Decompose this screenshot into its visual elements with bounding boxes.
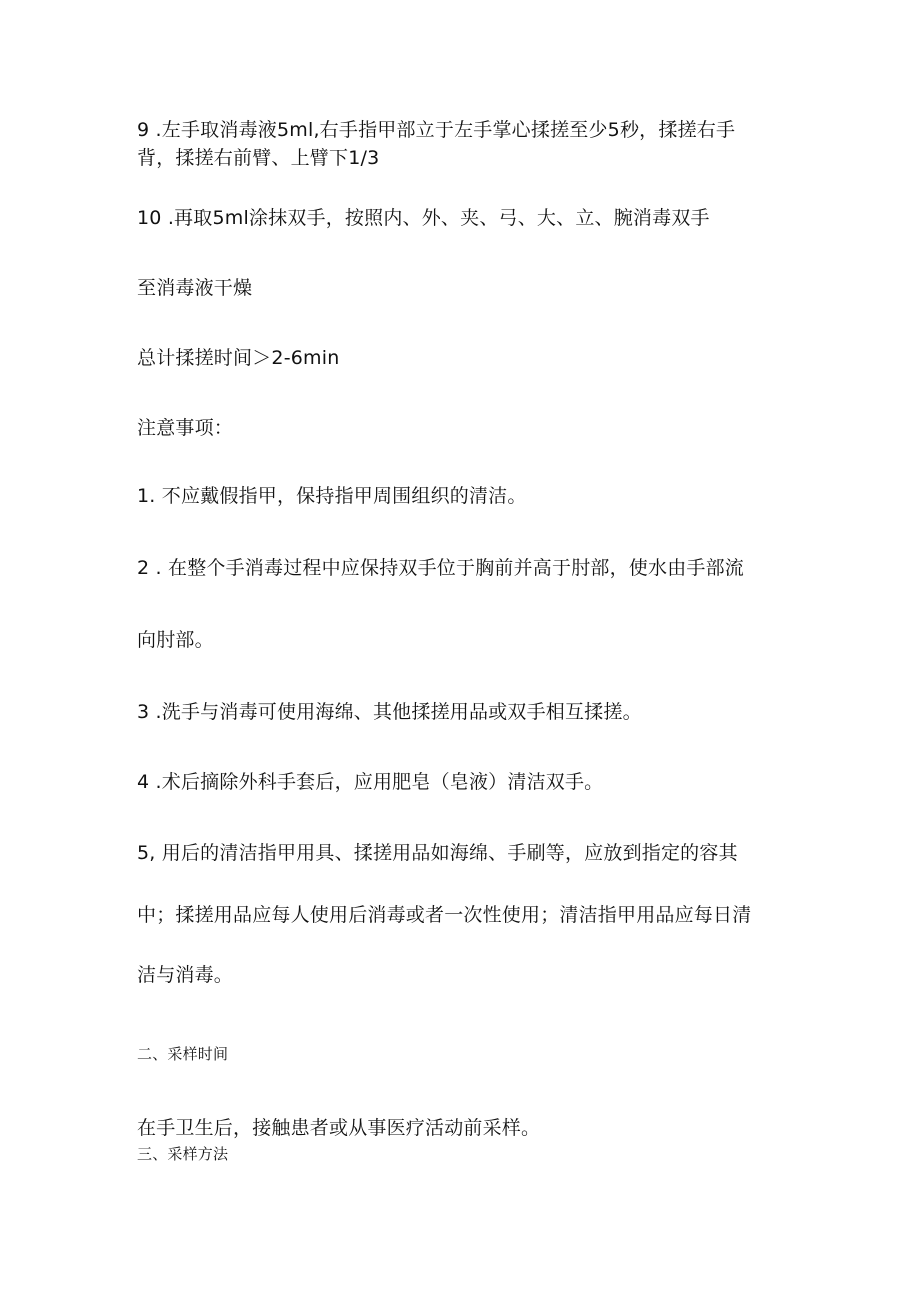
note-4-line: 4 .术后摘除外科手套后，应用肥皂（皂液）清洁双手。 bbox=[137, 771, 604, 793]
total-time-line: 总计揉搓时间＞2-6min bbox=[137, 347, 340, 369]
step-9-line-1: 9 .左手取消毒液5ml,右手指甲部立于左手掌心揉搓至少5秒，揉搓右手 bbox=[137, 119, 736, 141]
step-9-line-2: 背，揉搓右前臂、上臂下1/3 bbox=[137, 147, 380, 169]
note-3-line: 3 .洗手与消毒可使用海绵、其他揉搓用品或双手相互揉搓。 bbox=[137, 701, 642, 723]
section-2-heading: 二、采样时间 bbox=[137, 1045, 229, 1063]
step-10-line-2: 至消毒液干燥 bbox=[137, 277, 253, 299]
section-3-heading: 三、采样方法 bbox=[137, 1145, 229, 1163]
note-1-line: 1. 不应戴假指甲，保持指甲周围组织的清洁。 bbox=[137, 485, 527, 507]
note-2-line-1: 2 . 在整个手消毒过程中应保持双手位于胸前并高于肘部，使水由手部流 bbox=[137, 557, 745, 579]
section-2-body: 在手卫生后，接触患者或从事医疗活动前采样。 bbox=[137, 1117, 541, 1139]
note-5-line-1: 5, 用后的清洁指甲用具、揉搓用品如海绵、手刷等，应放到指定的容其 bbox=[137, 842, 738, 864]
notes-heading: 注意事项： bbox=[137, 417, 234, 439]
note-2-line-2: 向肘部。 bbox=[137, 629, 214, 651]
step-10-line-1: 10 .再取5ml涂抹双手，按照内、外、夹、弓、大、立、腕消毒双手 bbox=[137, 207, 710, 229]
note-5-line-2: 中；揉搓用品应每人使用后消毒或者一次性使用；清洁指甲用品应每日清 bbox=[137, 904, 752, 926]
note-5-line-3: 洁与消毒。 bbox=[137, 964, 234, 986]
